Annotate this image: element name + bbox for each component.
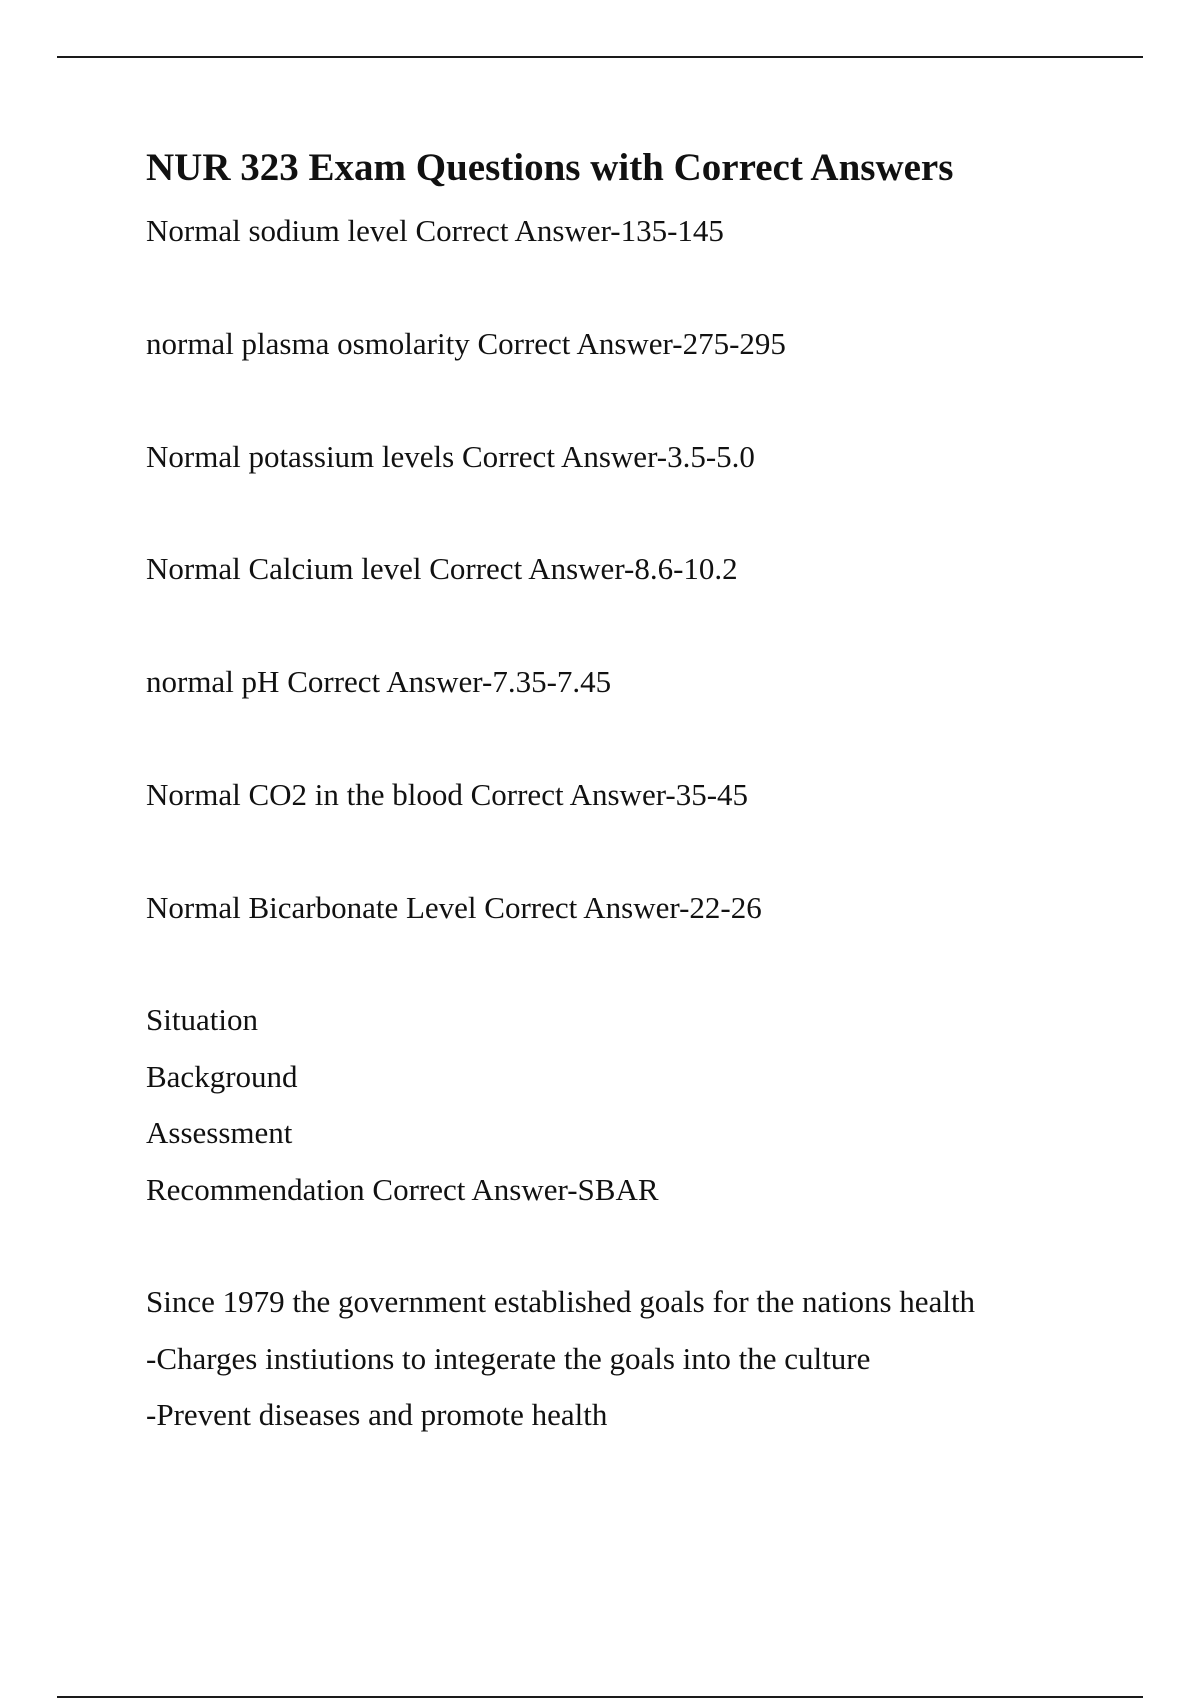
healthy-people-line-2: -Charges instiutions to integerate the goals into the culture [146, 1341, 871, 1376]
healthy-people-line-1: Since 1979 the government established goals for the nations health [146, 1284, 976, 1319]
healthy-people-line-3: -Prevent diseases and promote health [146, 1397, 608, 1432]
sbar-line-assessment: Assessment [146, 1115, 293, 1150]
qa-item-co2: Normal CO2 in the blood Correct Answer-35-45 [146, 777, 749, 812]
sbar-line-situation: Situation [146, 1002, 258, 1037]
qa-item-osmolarity: normal plasma osmolarity Correct Answer-275-295 [146, 326, 786, 361]
top-rule [57, 56, 1143, 58]
qa-item-calcium: Normal Calcium level Correct Answer-8.6-10.2 [146, 551, 738, 586]
sbar-line-background: Background [146, 1059, 298, 1094]
bottom-rule [57, 1696, 1143, 1698]
qa-item-bicarbonate: Normal Bicarbonate Level Correct Answer-22-26 [146, 890, 762, 925]
qa-item-sodium: Normal sodium level Correct Answer-135-145 [146, 213, 724, 248]
sbar-line-recommendation: Recommendation Correct Answer-SBAR [146, 1172, 659, 1207]
qa-item-ph: normal pH Correct Answer-7.35-7.45 [146, 664, 612, 699]
qa-item-potassium: Normal potassium levels Correct Answer-3.5-5.0 [146, 439, 755, 474]
page-title: NUR 323 Exam Questions with Correct Answers [146, 146, 954, 189]
